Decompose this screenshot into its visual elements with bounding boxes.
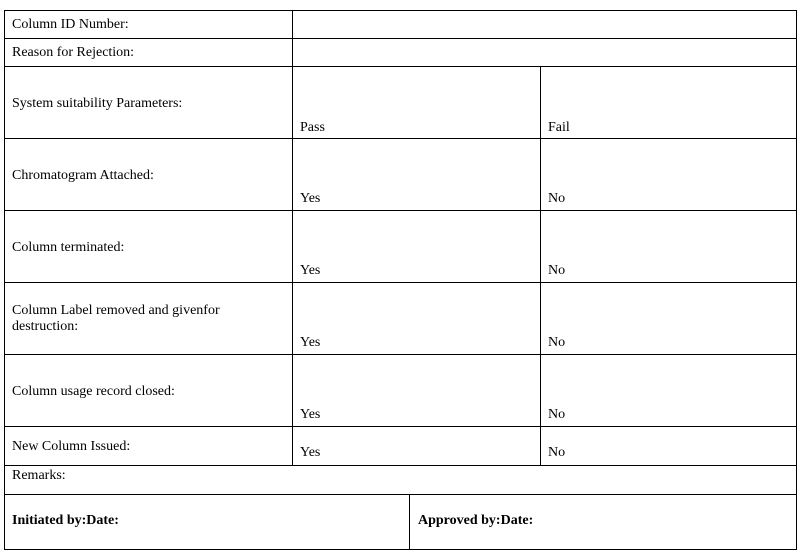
remarks-row xyxy=(4,465,797,495)
check-label-cell xyxy=(4,354,293,427)
check-option-yes-cell[interactable] xyxy=(292,138,541,211)
check-row-label-removed xyxy=(4,282,797,355)
check-label-cell xyxy=(4,138,293,211)
check-option-yes-cell[interactable] xyxy=(292,210,541,283)
check-row-system-suitability xyxy=(4,66,797,139)
check-label-cell xyxy=(4,282,293,355)
initiated-by-cell[interactable] xyxy=(4,494,410,550)
check-label-cell xyxy=(4,210,293,283)
check-option-no-cell[interactable] xyxy=(540,426,797,466)
check-option-no-cell[interactable] xyxy=(540,210,797,283)
check-option-yes-cell[interactable] xyxy=(292,282,541,355)
check-option-no: No xyxy=(548,407,566,422)
check-option-no: No xyxy=(548,263,566,278)
check-option-no: No xyxy=(548,445,566,460)
check-label: New Column Issued: xyxy=(12,439,131,454)
column-rejection-form xyxy=(4,10,797,550)
check-label: Chromatogram Attached: xyxy=(12,168,154,183)
check-label: Column Label removed and givenfor destruction: xyxy=(12,303,220,334)
check-option-yes: Yes xyxy=(300,263,321,278)
approved-by-label: Approved by:Date: xyxy=(418,513,534,528)
check-option-pass-cell[interactable] xyxy=(292,66,541,139)
column-id-row xyxy=(4,10,797,39)
remarks-cell[interactable] xyxy=(4,465,797,495)
check-option-yes-cell[interactable] xyxy=(292,426,541,466)
reason-label-cell xyxy=(4,38,293,67)
check-row-chromatogram xyxy=(4,138,797,211)
reason-label: Reason for Rejection: xyxy=(12,45,135,60)
reason-value-cell[interactable] xyxy=(292,38,797,67)
check-option-yes: Yes xyxy=(300,407,321,422)
check-label-cell xyxy=(4,66,293,139)
check-option-fail: Fail xyxy=(548,120,570,135)
check-option-pass: Pass xyxy=(300,120,325,135)
column-id-value-cell[interactable] xyxy=(292,10,797,39)
check-option-no-cell[interactable] xyxy=(540,138,797,211)
check-label-cell xyxy=(4,426,293,466)
check-option-no-cell[interactable] xyxy=(540,282,797,355)
signature-row xyxy=(4,494,797,550)
check-row-usage-record xyxy=(4,354,797,427)
check-option-no: No xyxy=(548,335,566,350)
reason-row xyxy=(4,38,797,67)
check-label: System suitability Parameters: xyxy=(12,96,183,111)
check-option-no-cell[interactable] xyxy=(540,354,797,427)
check-option-fail-cell[interactable] xyxy=(540,66,797,139)
check-label: Column terminated: xyxy=(12,240,125,255)
check-option-yes-cell[interactable] xyxy=(292,354,541,427)
check-label: Column usage record closed: xyxy=(12,384,175,399)
check-option-no: No xyxy=(548,191,566,206)
column-id-label: Column ID Number: xyxy=(12,17,129,32)
column-id-label-cell xyxy=(4,10,293,39)
check-row-column-terminated xyxy=(4,210,797,283)
check-option-yes: Yes xyxy=(300,445,321,460)
approved-by-cell[interactable] xyxy=(409,494,797,550)
initiated-by-label: Initiated by:Date: xyxy=(12,513,119,528)
check-option-yes: Yes xyxy=(300,335,321,350)
check-row-new-column xyxy=(4,426,797,466)
remarks-label: Remarks: xyxy=(12,468,66,483)
check-option-yes: Yes xyxy=(300,191,321,206)
